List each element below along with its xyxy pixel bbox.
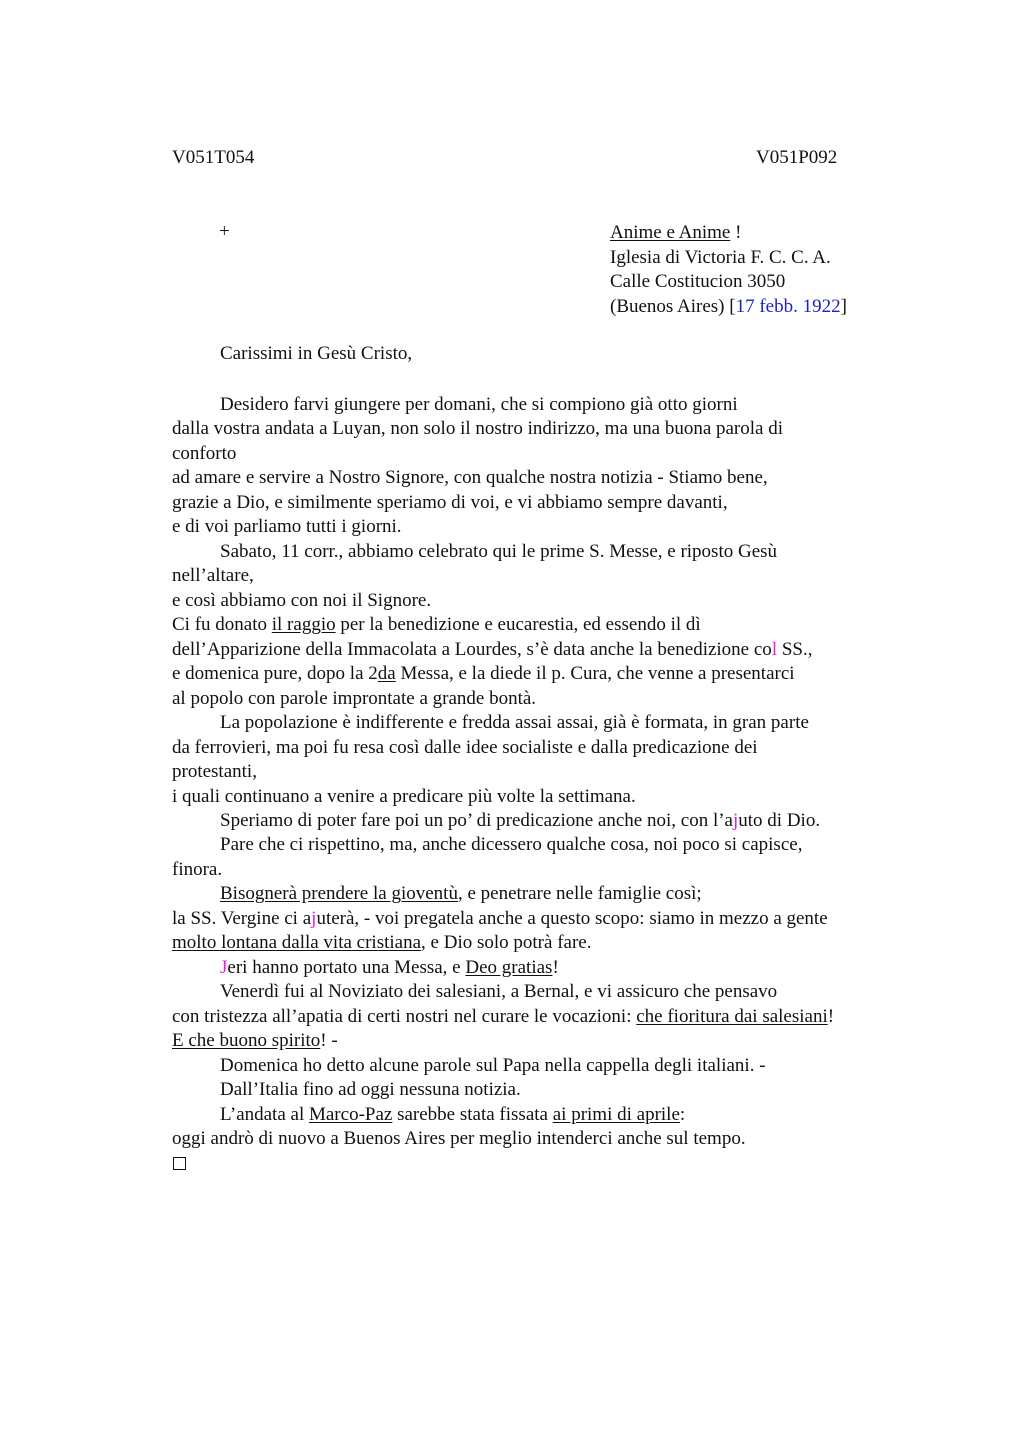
body-line: ad amare e servire a Nostro Signore, con qualche nostra notizia - Stiamo bene, xyxy=(172,467,768,489)
body-line: dalla vostra andata a Luyan, non solo il nostro indirizzo, ma una buona parola di xyxy=(172,418,783,440)
underlined-text: Deo gratias xyxy=(465,956,553,978)
body-line: Jeri hanno portato una Messa, e Deo gratias! xyxy=(220,956,559,978)
body-line: al popolo con parole improntate a grande bontà. xyxy=(172,687,537,709)
body-line: protestanti, xyxy=(172,761,257,783)
underlined-text: Bisognerà prendere la gioventù xyxy=(220,883,458,905)
body-line: Speriamo di poter fare poi un po’ di predicazione anche noi, con l’ajuto di Dio. xyxy=(220,809,821,831)
body-line: oggi andrò di nuovo a Buenos Aires per meglio intenderci anche sul tempo. xyxy=(172,1128,746,1150)
underlined-text: Marco-Paz xyxy=(308,1103,393,1125)
body-line: e domenica pure, dopo la 2da Messa, e la diede il p. Cura, che venne a presentarci xyxy=(172,663,795,685)
underlined-text: da xyxy=(377,663,396,685)
body-line: la SS. Vergine ci ajuterà, - voi pregatela anche a questo scopo: siamo in mezzo a gente xyxy=(172,907,828,929)
body-line: Desidero farvi giungere per domani, che si compiono già otto giorni xyxy=(220,394,738,415)
body-line: Dall’Italia fino ad oggi nessuna notizia. xyxy=(220,1079,521,1101)
underlined-text: che fioritura dai salesiani xyxy=(636,1005,828,1027)
address-block xyxy=(610,221,847,319)
underlined-text: il raggio xyxy=(271,614,336,636)
body-line: conforto xyxy=(172,442,237,464)
body-line: Domenica ho detto alcune parole sul Papa nella cappella degli italiani. - xyxy=(220,1054,766,1076)
address-title: Anime e Anime xyxy=(610,222,731,243)
body-line: Pare che ci rispettino, ma, anche dicessero qualche cosa, noi poco si capisce, xyxy=(220,834,803,856)
body-line: molto lontana dalla vita cristiana, e Dio solo potrà fare. xyxy=(172,932,592,954)
document-code-left: V051T054 xyxy=(172,147,255,168)
body-line: nell’altare, xyxy=(172,565,254,587)
underlined-text: ai primi di aprile xyxy=(552,1103,680,1125)
body-line: Sabato, 11 corr., abbiamo celebrato qui le prime S. Messe, e riposto Gesù xyxy=(220,540,778,562)
highlighted-letter: j xyxy=(732,809,739,831)
body-line xyxy=(172,1152,912,1176)
body-line: i quali continuano a venire a predicare più volte la settimana. xyxy=(172,785,636,807)
document-code-right: V051P092 xyxy=(756,147,838,168)
body-line: La popolazione è indifferente e fredda assai assai, già è formata, in gran parte xyxy=(220,712,809,734)
body-line: Venerdì fui al Noviziato dei salesiani, a Bernal, e vi assicuro che pensavo xyxy=(220,981,778,1003)
body-line: grazie a Dio, e similmente speriamo di voi, e vi abbiamo sempre davanti, xyxy=(172,491,728,513)
letter-date: 17 febb. 1922 xyxy=(735,295,841,317)
highlighted-letter: l xyxy=(771,638,778,660)
body-line: da ferrovieri, ma poi fu resa così dalle idee socialiste e dalla predicazione dei xyxy=(172,736,758,758)
highlighted-letter: J xyxy=(220,956,228,978)
underlined-text: E che buono spirito xyxy=(172,1030,321,1052)
end-box-icon xyxy=(173,1157,186,1170)
body-line: Ci fu donato il raggio per la benedizione e eucarestia, ed essendo il dì xyxy=(172,614,701,636)
body-line: finora. xyxy=(172,858,223,880)
address-line-1: Anime e Anime ! xyxy=(610,222,742,243)
body-line: dell’Apparizione della Immacolata a Lourdes, s’è data anche la benedizione col SS., xyxy=(172,638,813,660)
address-line-2: Iglesia di Victoria F. C. C. A. xyxy=(610,246,831,268)
body-line: e di voi parliamo tutti i giorni. xyxy=(172,516,402,538)
body-line: L’andata al Marco-Paz sarebbe stata fissata ai primi di aprile: xyxy=(220,1103,686,1125)
body-line: E che buono spirito! - xyxy=(172,1030,338,1052)
address-line-3: Calle Costitucion 3050 xyxy=(610,271,786,292)
salutation: Carissimi in Gesù Cristo, xyxy=(220,343,413,364)
body-line: con tristezza all’apatia di certi nostri nel curare le vocazioni: che fioritura dai salesiani! xyxy=(172,1005,835,1027)
underlined-text: molto lontana dalla vita cristiana xyxy=(172,932,422,954)
cross-symbol: + xyxy=(219,221,230,242)
body-line: e così abbiamo con noi il Signore. xyxy=(172,589,432,611)
address-line-4: (Buenos Aires) [17 febb. 1922] xyxy=(610,295,847,317)
body-line: Bisognerà prendere la gioventù, e penetrare nelle famiglie così; xyxy=(220,883,702,905)
highlighted-letter: j xyxy=(311,907,317,929)
letter-body xyxy=(172,393,912,1176)
